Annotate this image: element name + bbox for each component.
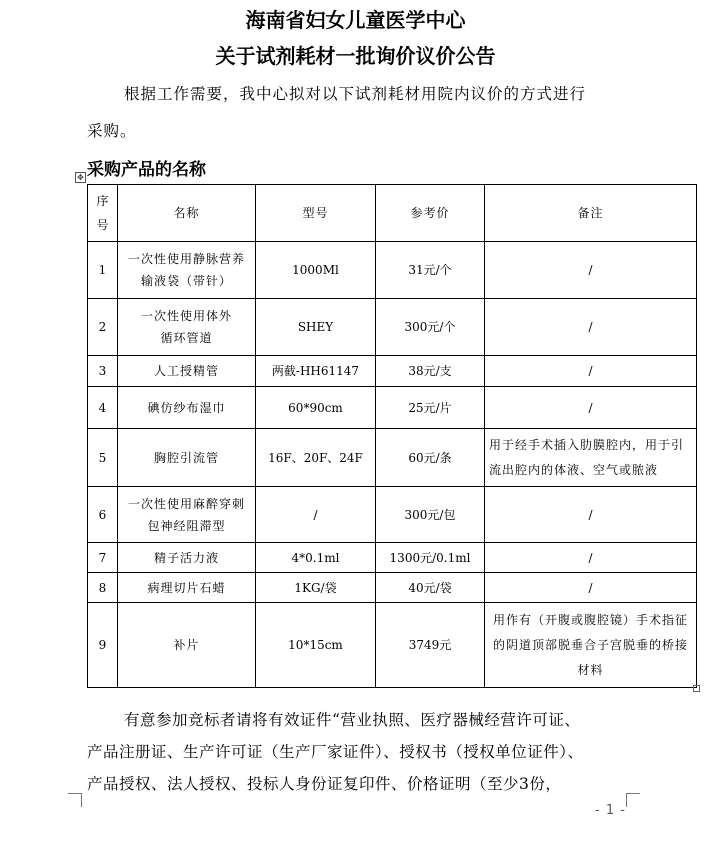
- cell-no: 6: [88, 487, 118, 543]
- cell-model: SHEY: [256, 299, 376, 356]
- cell-model: /: [256, 487, 376, 543]
- table-row: [88, 429, 697, 487]
- cell-no: 1: [88, 242, 118, 299]
- cell-price: 3749元: [376, 603, 485, 688]
- cell-note: /: [485, 543, 697, 573]
- cell-name: 碘仿纱布湿巾: [118, 387, 256, 429]
- cell-name: 一次性使用体外循环管道: [118, 299, 256, 356]
- table-row: [88, 487, 697, 543]
- paragraph-line-1: 有意参加竞标者请将有效证件“营业执照、医疗器械经营许可证、: [124, 711, 581, 729]
- cell-no: 3: [88, 356, 118, 387]
- cell-model: 1KG/袋: [256, 573, 376, 603]
- cell-note: /: [485, 387, 697, 429]
- cell-name: 一次性使用静脉营养输液袋（带针）: [118, 242, 256, 299]
- cell-no: 5: [88, 429, 118, 487]
- intro-line-2: 采购。: [87, 122, 137, 140]
- cell-model: 60*90cm: [256, 387, 376, 429]
- cell-price: 38元/支: [376, 356, 485, 387]
- header-no: 序号: [88, 185, 118, 242]
- table-row: [88, 387, 697, 429]
- cell-note: /: [485, 356, 697, 387]
- table-header-row: [88, 185, 697, 242]
- section-heading: 采购产品的名称: [87, 160, 206, 180]
- cell-price: 25元/片: [376, 387, 485, 429]
- cell-name: 精子活力液: [118, 543, 256, 573]
- cell-price: 60元/条: [376, 429, 485, 487]
- page-number: - 1 -: [595, 803, 626, 818]
- cell-model: 16F、20F、24F: [256, 429, 376, 487]
- cell-note: 用作有（开腹或腹腔镜）手术指征的阴道顶部脱垂合子宫脱垂的桥接材料: [485, 603, 697, 688]
- table-row: [88, 242, 697, 299]
- header-note: 备注: [485, 185, 697, 242]
- crop-mark-left-vertical: [81, 793, 82, 807]
- cell-model: 1000Ml: [256, 242, 376, 299]
- table-move-handle-icon[interactable]: ✥: [75, 172, 86, 183]
- cell-note: /: [485, 299, 697, 356]
- cell-note: /: [485, 242, 697, 299]
- cell-price: 300元/个: [376, 299, 485, 356]
- cell-name: 补片: [118, 603, 256, 688]
- table-row: [88, 356, 697, 387]
- header-model: 型号: [256, 185, 376, 242]
- cell-price: 31元/个: [376, 242, 485, 299]
- table-row: [88, 573, 697, 603]
- crop-mark-left: [68, 793, 82, 806]
- paragraph-line-3: 产品授权、法人授权、投标人身份证复印件、价格证明（至少3份，: [87, 775, 562, 793]
- header-price: 参考价: [376, 185, 485, 242]
- cell-note: 用于经手术插入肋膜腔内，用于引流出腔内的体液、空气或脓液: [485, 429, 697, 487]
- crop-mark-right: [626, 793, 640, 806]
- crop-mark-right-vertical: [626, 793, 627, 807]
- product-table: [87, 184, 697, 688]
- cell-no: 8: [88, 573, 118, 603]
- cell-price: 1300元/0.1ml: [376, 543, 485, 573]
- table-row: [88, 299, 697, 356]
- document-title: 海南省妇女儿童医学中心: [245, 8, 466, 32]
- cell-name: 病理切片石蜡: [118, 573, 256, 603]
- paragraph-line-2: 产品注册证、生产许可证（生产厂家证件）、授权书（授权单位证件）、: [87, 743, 584, 761]
- cell-name: 人工授精管: [118, 356, 256, 387]
- cell-model: 10*15cm: [256, 603, 376, 688]
- cell-no: 4: [88, 387, 118, 429]
- cell-no: 9: [88, 603, 118, 688]
- intro-line-1: 根据工作需要，我中心拟对以下试剂耗材用院内议价的方式进行: [124, 85, 587, 103]
- table-row: [88, 603, 697, 688]
- table-row: [88, 543, 697, 573]
- cell-no: 7: [88, 543, 118, 573]
- cell-price: 300元/包: [376, 487, 485, 543]
- cell-note: /: [485, 487, 697, 543]
- document-subtitle: 关于试剂耗材一批询价议价公告: [215, 44, 496, 68]
- table-resize-handle[interactable]: [693, 685, 700, 692]
- cell-no: 2: [88, 299, 118, 356]
- cell-name: 一次性使用麻醉穿刺包神经阻滞型: [118, 487, 256, 543]
- cell-name: 胸腔引流管: [118, 429, 256, 487]
- header-name: 名称: [118, 185, 256, 242]
- cell-note: /: [485, 573, 697, 603]
- cell-price: 40元/袋: [376, 573, 485, 603]
- cell-model: 两截-HH61147: [256, 356, 376, 387]
- cell-model: 4*0.1ml: [256, 543, 376, 573]
